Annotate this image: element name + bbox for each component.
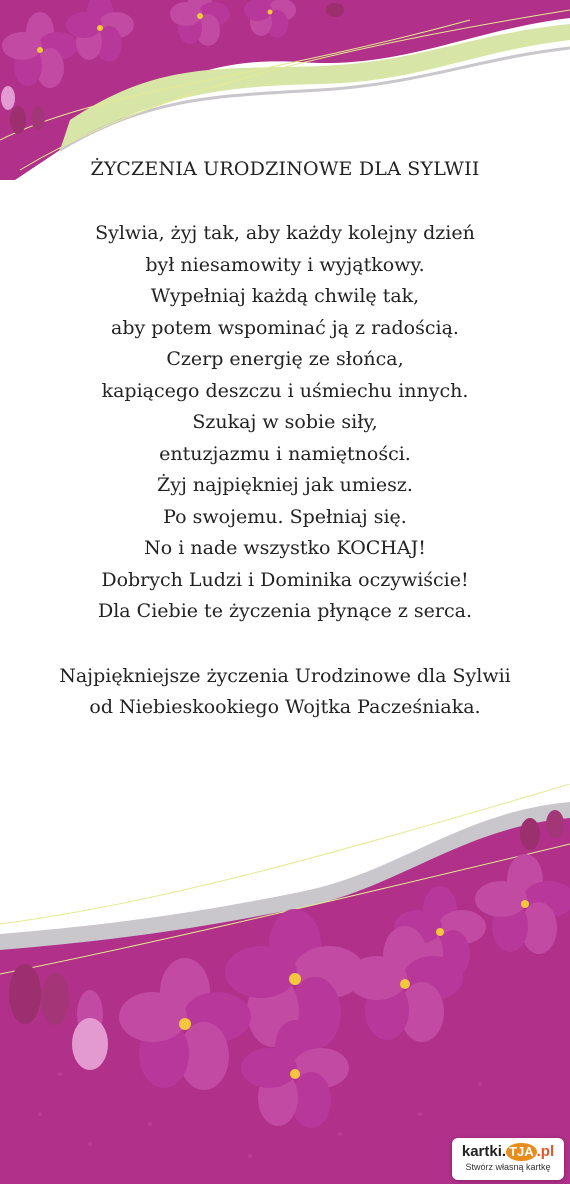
poem-line: kapiącego deszczu i uśmiechu innych. bbox=[101, 379, 469, 402]
poem-line: No i nade wszystko KOCHAJ! bbox=[144, 537, 426, 559]
poem-line: Sylwia, żyj tak, aby każdy kolejny dzień bbox=[95, 222, 475, 244]
kartki-logo-badge[interactable] bbox=[452, 1138, 564, 1180]
card-title: ŻYCZENIA URODZINOWE DLA SYLWII bbox=[90, 158, 480, 180]
poem-line: Szukaj w sobie siły, bbox=[192, 411, 378, 433]
top-flower-decoration bbox=[0, 0, 570, 180]
poem-line: aby potem wspominać ją z radością. bbox=[111, 316, 459, 339]
signature-line: od Niebieskookiego Wojtka Pacześniaka. bbox=[89, 696, 481, 718]
poem-line: Żyj najpiękniej jak umiesz. bbox=[157, 474, 413, 496]
poem-line: entuzjazmu i namiętności. bbox=[159, 442, 411, 465]
kartki-logo-tld: .pl bbox=[536, 1143, 555, 1160]
signature bbox=[0, 661, 570, 724]
kartki-logo-text: kartki. bbox=[461, 1143, 507, 1160]
kartki-logo bbox=[452, 1143, 564, 1161]
poem-line: Wypełniaj każdą chwilę tak, bbox=[150, 285, 420, 307]
bottom-flower-decoration bbox=[0, 784, 570, 1184]
poem-line: Po swojemu. Spełniaj się. bbox=[163, 505, 407, 528]
poem bbox=[0, 218, 570, 628]
poem-line: Dobrych Ludzi i Dominika oczywiście! bbox=[101, 568, 469, 591]
poem-line: był niesamowity i wyjątkowy. bbox=[145, 253, 425, 276]
poem-line: Czerp energię ze słońca, bbox=[166, 348, 404, 370]
poem-line: Dla Ciebie te życzenia płynące z serca. bbox=[98, 600, 472, 622]
card-text bbox=[0, 158, 570, 724]
kartki-logo-chip: TJA bbox=[506, 1143, 537, 1161]
signature-line: Najpiękniejsze życzenia Urodzinowe dla Sylwii bbox=[59, 664, 511, 687]
kartki-tagline: Stwórz własną kartkę bbox=[465, 1162, 551, 1172]
